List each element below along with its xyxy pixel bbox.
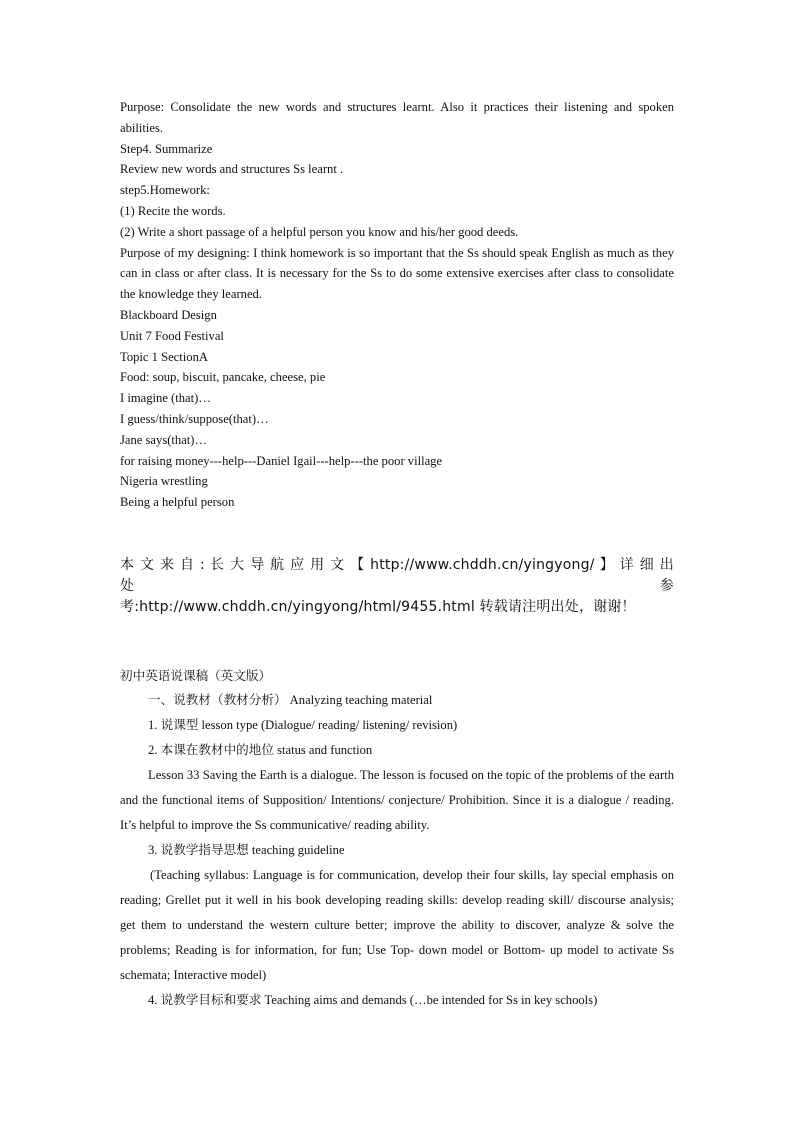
design-purpose-paragraph: Purpose of my designing: I think homework is so important that the Ss should speak English as much as they can in class or after class. It is necessary for the Ss to do some extensive exercises after class to consolidate the knowledge they learned. — [120, 245, 674, 302]
section-title: 初中英语说课稿（英文版） — [120, 668, 272, 683]
step4-heading: Step4. Summarize — [120, 141, 213, 156]
source-line-1: 本 文 来 自 : 长 大 导 航 应 用 文 【 http://www.chddh.cn/yingyong/ 】 详 细 出 处 参 — [120, 557, 674, 594]
topic-line: Topic 1 SectionA — [120, 349, 208, 364]
purpose-paragraph: Purpose: Consolidate the new words and structures learnt. Also it practices their listening and spoken abilities. — [120, 100, 674, 135]
food-line: Food: soup, biscuit, pancake, cheese, pie — [120, 370, 326, 385]
guess-line: I guess/think/suppose(that)… — [120, 411, 269, 426]
homework-item-2: (2) Write a short passage of a helpful person you know and his/her good deeds. — [120, 224, 519, 239]
blackboard-design-heading: Blackboard Design — [120, 307, 217, 322]
unit-line: Unit 7 Food Festival — [120, 328, 224, 343]
source-notice — [120, 555, 674, 618]
jane-line: Jane says(that)… — [120, 432, 208, 447]
lesson-plan-section — [120, 97, 674, 513]
raising-money-line: for raising money---help---Daniel Igail---help---the poor village — [120, 453, 443, 468]
step5-heading: step5.Homework: — [120, 183, 210, 198]
homework-item-1: (1) Recite the words. — [120, 203, 226, 218]
lesson-speech-section — [120, 663, 674, 1013]
item-teaching-guideline: 3. 说教学指导思想 teaching guideline — [148, 843, 345, 857]
source-line-2: 考:http://www.chddh.cn/yingyong/html/9455.html 转载请注明出处，谢谢！ — [120, 599, 636, 615]
item-teaching-aims: 4. 说教学目标和要求 Teaching aims and demands (…be intended for Ss in key schools) — [148, 993, 598, 1007]
imagine-line: I imagine (that)… — [120, 391, 211, 406]
helpful-person-line: Being a helpful person — [120, 495, 235, 510]
teaching-syllabus-paragraph: (Teaching syllabus: Language is for communication, develop their four skills, lay special emphasis on reading; Grellet put it well in his book developing reading skills: develop reading skill/ discourse analysis; get them to understand the western culture better; improve the ability to discover, analyze & solve the problems; Reading is for information, for fun; Use Top- down model or Bottom- up model to activate Ss schemata; Interactive model) — [120, 868, 674, 982]
item-status-function: 2. 本课在教材中的地位 status and function — [148, 743, 373, 757]
heading-analyzing-material: 一、说教材（教材分析） Analyzing teaching material — [148, 693, 433, 707]
lesson-33-paragraph: Lesson 33 Saving the Earth is a dialogue. The lesson is focused on the topic of the problems of the earth and the functional items of Supposition/ Intentions/ conjecture/ Prohibition. Since it is a dialogue / reading. It’s helpful to improve the Ss communicative/ reading ability. — [120, 768, 674, 832]
nigeria-line: Nigeria wrestling — [120, 474, 208, 489]
item-lesson-type: 1. 说课型 lesson type (Dialogue/ reading/ listening/ revision) — [148, 718, 458, 732]
review-line: Review new words and structures Ss learnt . — [120, 162, 344, 177]
